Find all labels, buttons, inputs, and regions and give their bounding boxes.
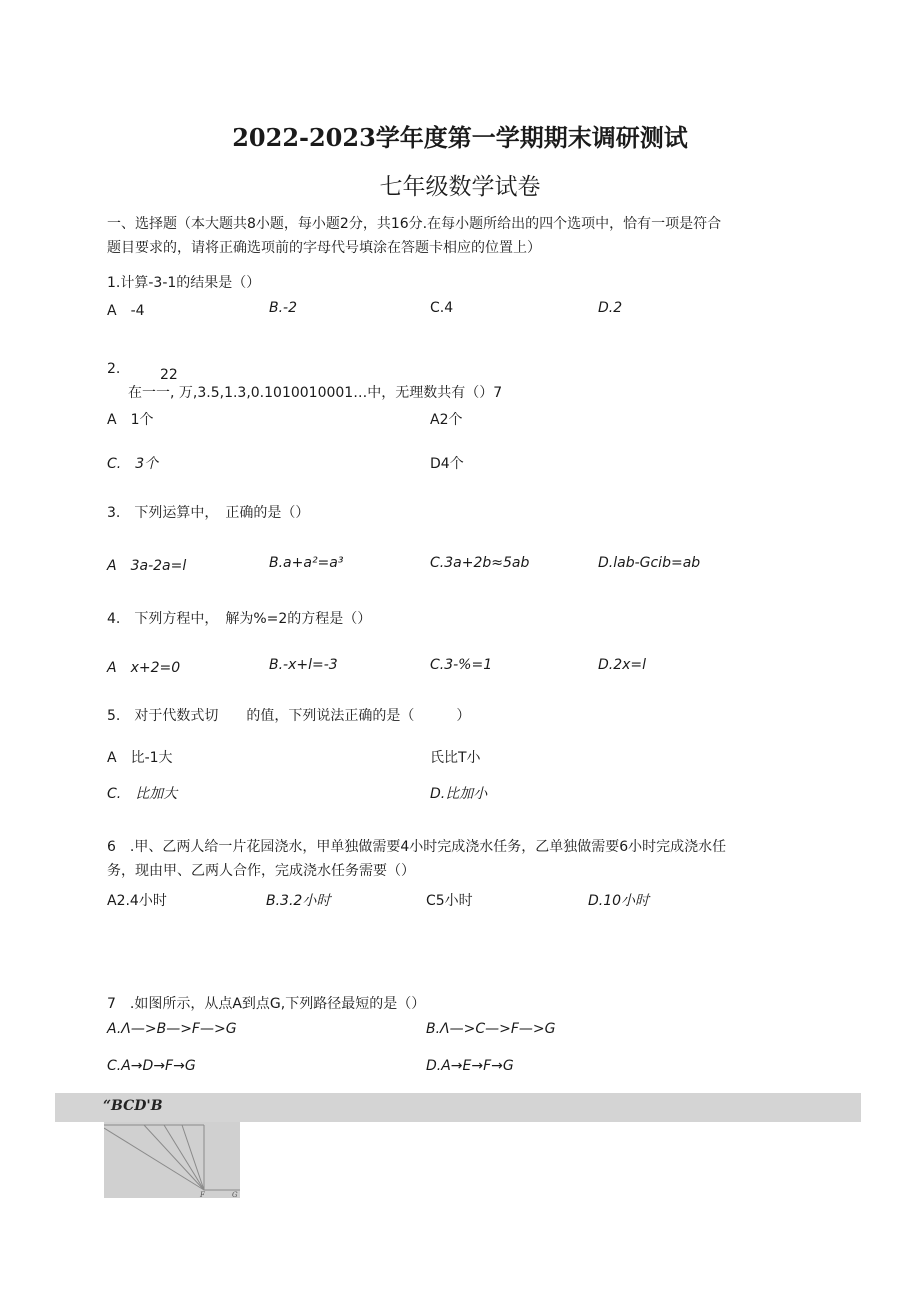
q4-option-c: C.3-%=1 [430, 657, 493, 673]
figure-band-label: “BCD'B [103, 1098, 163, 1114]
q5-option-b: 氏比T小 [430, 750, 481, 766]
q1-stem: 1.计算-3-1的结果是（） [107, 275, 261, 291]
q6-option-b: B.3.2小时 [266, 893, 331, 909]
q6-stem-line1: 6 .甲、乙两人给一片花园浇水，甲单独做需要4小时完成浇水任务，乙单独做需要6小时完成浇水任 [107, 839, 727, 855]
figure-path-b [144, 1125, 204, 1190]
q6-stem-line2: 务，现由甲、乙两人合作，完成浇水任务需要（） [107, 863, 415, 879]
q7-option-a: A.Λ—>B—>F—>G [107, 1021, 237, 1037]
section-instructions-line2: 题目要求的，请将正确选项前的字母代号填涂在答题卡相应的位置上） [107, 240, 541, 256]
q4-option-b: B.-x+l=-3 [269, 657, 338, 673]
q2-option-d: D4个 [430, 456, 464, 472]
figure-scan-band [55, 1093, 861, 1122]
q6-option-a: A2.4小时 [107, 893, 167, 909]
q7-figure [104, 1122, 240, 1198]
q2-option-b: A2个 [430, 412, 463, 428]
q3-option-a: A 3a-2a=l [107, 558, 187, 574]
figure-path-d [182, 1125, 204, 1190]
q5-option-d: D.比加小 [430, 786, 488, 802]
q4-stem: 4. 下列方程中， 解为%=2的方程是（） [107, 611, 372, 627]
figure-path-a [104, 1128, 204, 1190]
q1-option-c: C.4 [430, 300, 454, 316]
figure-point-f: F [200, 1191, 205, 1198]
q4-option-a: A x+2=0 [107, 660, 181, 676]
q2-fraction-numerator: 22 [160, 367, 178, 383]
q1-option-a: A -4 [107, 303, 145, 319]
q7-option-b: B.Λ—>C—>F—>G [426, 1021, 556, 1037]
q6-option-c: C5小时 [426, 893, 473, 909]
q2-number: 2. [107, 361, 121, 377]
paper-subtitle: 七年级数学试卷 [379, 174, 541, 200]
q2-option-c: C. 3个 [107, 456, 159, 472]
q1-option-b: B.-2 [269, 300, 298, 316]
q3-option-d: D.lab-Gcib=ab [598, 555, 701, 571]
q3-option-c: C.3a+2b≈5ab [430, 555, 530, 571]
q3-option-b: B.a+a²=a³ [269, 555, 344, 571]
q2-option-a: A 1个 [107, 412, 154, 428]
figure-path-c [164, 1125, 204, 1190]
q3-stem: 3. 下列运算中， 正确的是（） [107, 505, 310, 521]
q2-stem: 在一一, 万,3.5,1.3,0.1010010001…中，无理数共有（）7 [128, 385, 503, 401]
q7-figure-diagram [104, 1122, 240, 1198]
q5-option-a: A 比-1大 [107, 750, 173, 766]
q7-stem: 7 .如图所示，从点A到点G,下列路径最短的是（） [107, 996, 426, 1012]
q7-option-d: D.A→E→F→G [426, 1058, 514, 1074]
paper-title: 2022-2023学年度第一学期期末调研测试 [232, 123, 688, 152]
q4-option-d: D.2x=l [598, 657, 647, 673]
q1-option-d: D.2 [598, 300, 623, 316]
section-instructions-line1: 一、选择题（本大题共8小题，每小题2分，共16分.在每小题所给出的四个选项中，恰有一项是符合 [107, 216, 722, 232]
figure-point-g: G [232, 1191, 238, 1198]
q5-stem: 5. 对于代数式切 的值，下列说法正确的是（ ） [107, 708, 471, 724]
q7-option-c: C.A→D→F→G [107, 1058, 196, 1074]
q6-option-d: D.10小时 [588, 893, 650, 909]
q5-option-c: C. 比加大 [107, 786, 178, 802]
